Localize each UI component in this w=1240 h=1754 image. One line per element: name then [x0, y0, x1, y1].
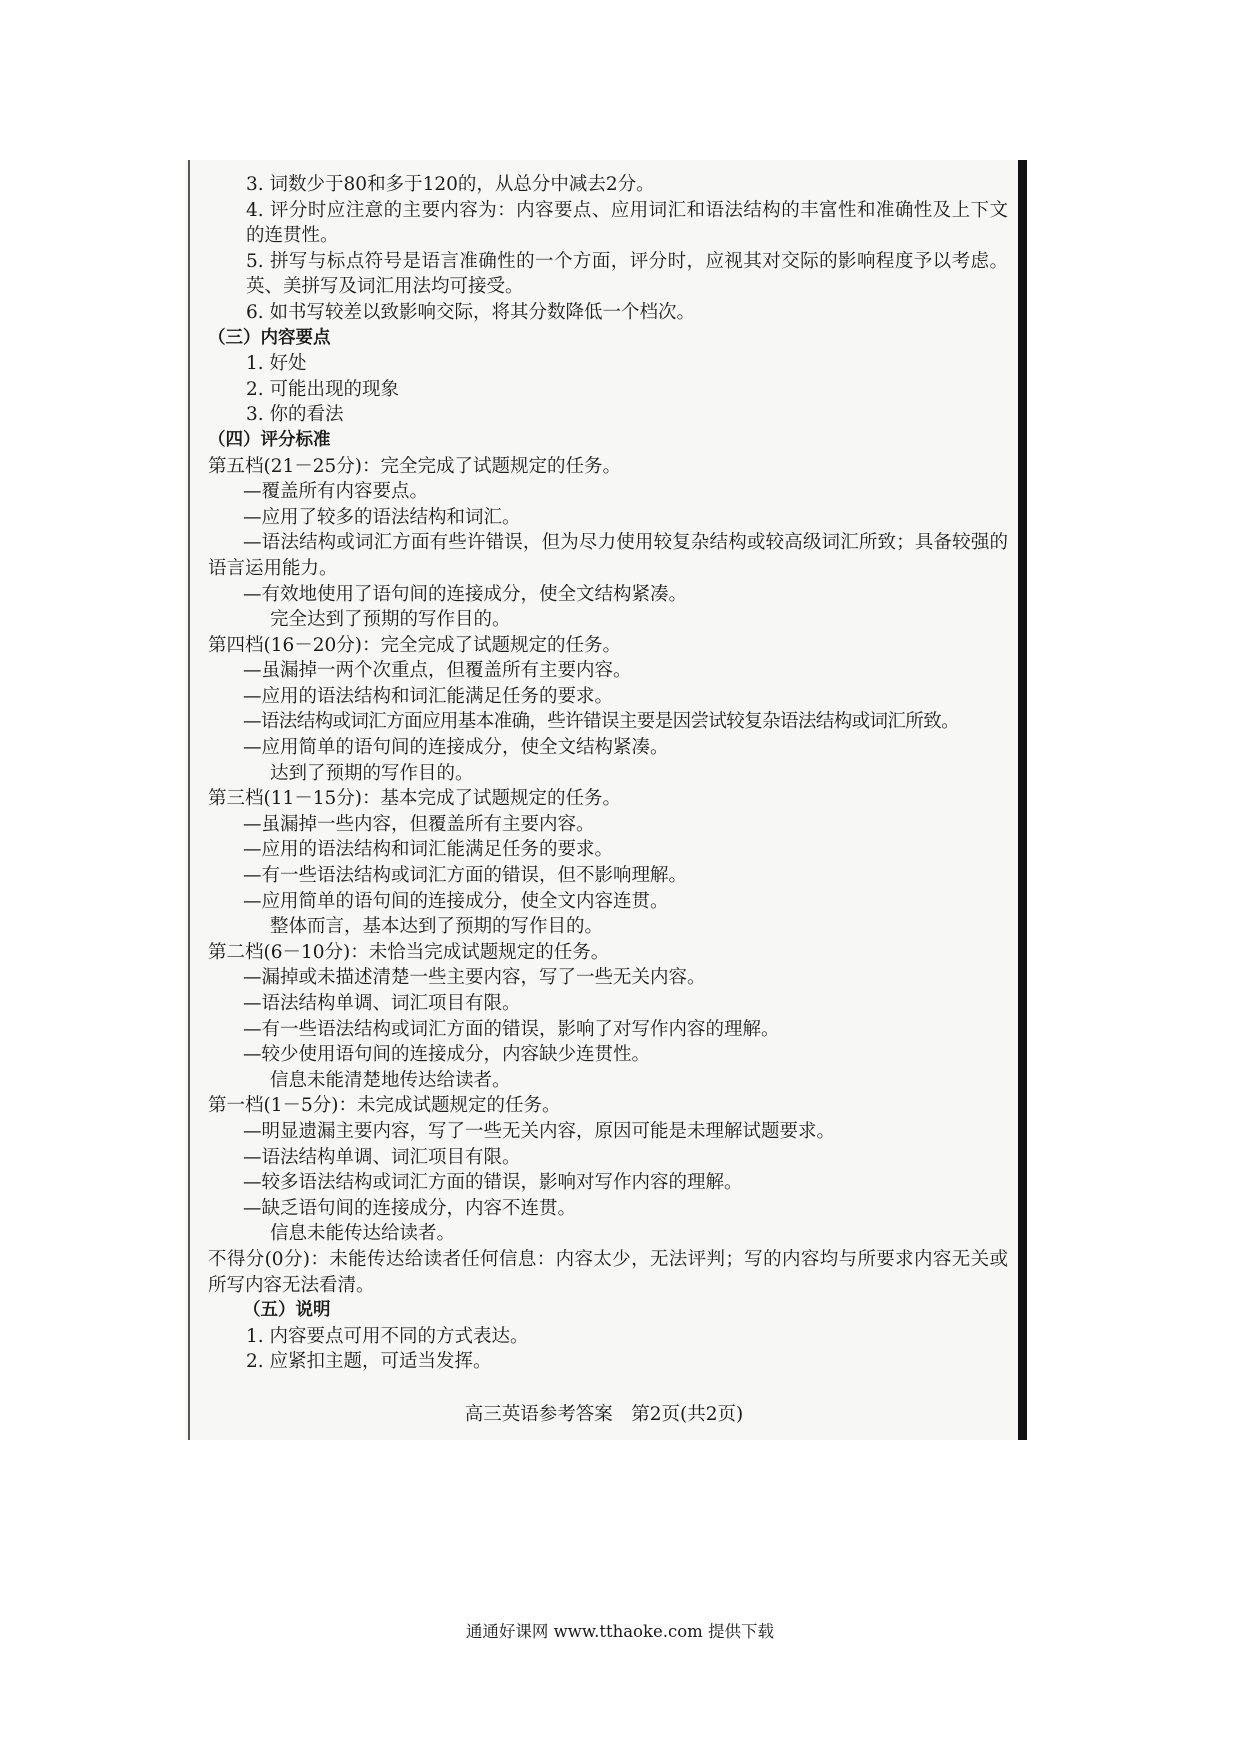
- grade-2-point: —有一些语法结构或词汇方面的错误，影响了对写作内容的理解。: [243, 1018, 780, 1040]
- grade-3-title: 第三档(11－15分)：基本完成了试题规定的任务。: [208, 788, 622, 810]
- grade-2-point: —较少使用语句间的连接成分，内容缺少连贯性。: [243, 1044, 651, 1066]
- section-5-heading: （五）说明: [243, 1300, 331, 1321]
- section-3-heading: （三）内容要点: [208, 327, 331, 348]
- grade-2-summary: 信息未能清楚地传达给读者。: [270, 1069, 511, 1091]
- grade-2-title: 第二档(6－10分)：未恰当完成试题规定的任务。: [208, 941, 610, 963]
- grade-4-title: 第四档(16－20分)：完全完成了试题规定的任务。: [208, 634, 622, 656]
- grade-3-point: —虽漏掉一些内容，但覆盖所有主要内容。: [243, 813, 595, 835]
- grade-5-summary: 完全达到了预期的写作目的。: [270, 609, 511, 631]
- grade-4-point: —语法结构或词汇方面应用基本准确，些许错误主要是因尝试较复杂语法结构或词汇所致。: [243, 711, 960, 733]
- zero-grade-note: 不得分(0分)：未能传达给读者任何信息：内容太少，无法评判；写的内容均与所要求内容无关或所写内容无法看清。: [208, 1248, 1008, 1296]
- grade-1-point: —明显遗漏主要内容，写了一些无关内容，原因可能是未理解试题要求。: [243, 1120, 836, 1142]
- grade-3-point: —有一些语法结构或词汇方面的错误，但不影响理解。: [243, 865, 688, 887]
- grade-3-summary: 整体而言，基本达到了预期的写作目的。: [270, 916, 604, 938]
- note-item-2: 2. 应紧扣主题，可适当发挥。: [246, 1351, 492, 1373]
- grade-5-point: —语法结构或词汇方面有些许错误，但为尽力使用较复杂结构或较高级词汇所致；具备较强的语言运用能力。: [208, 532, 1008, 579]
- grade-4-point: —应用的语法结构和词汇能满足任务的要求。: [243, 685, 614, 707]
- grade-3-point: —应用简单的语句间的连接成分，使全文内容连贯。: [243, 890, 669, 912]
- grade-1-title: 第一档(1－5分)：未完成试题规定的任务。: [208, 1095, 561, 1117]
- grade-1-point: —较多语法结构或词汇方面的错误，影响对写作内容的理解。: [243, 1172, 743, 1194]
- content-point-2: 2. 可能出现的现象: [246, 378, 400, 400]
- site-footer: 通通好课网 www.tthaoke.com 提供下载: [465, 1622, 775, 1641]
- content-point-1: 1. 好处: [246, 353, 307, 375]
- page-left-border: [188, 160, 190, 1440]
- document-body: [208, 172, 1008, 1375]
- grade-2-point: —漏掉或未描述清楚一些主要内容，写了一些无关内容。: [243, 967, 706, 989]
- grade-2-point: —语法结构单调、词汇项目有限。: [243, 993, 521, 1014]
- grade-5-title: 第五档(21－25分)：完全完成了试题规定的任务。: [208, 455, 622, 477]
- section-4-heading: （四）评分标准: [208, 429, 331, 450]
- page-right-border: [1018, 160, 1027, 1440]
- grade-5-point: —应用了较多的语法结构和词汇。: [243, 506, 521, 528]
- grade-5-point: —有效地使用了语句间的连接成分，使全文结构紧凑。: [243, 583, 688, 605]
- rule-3: 3. 词数少于80和多于120的，从总分中减去2分。: [246, 174, 655, 195]
- content-point-3: 3. 你的看法: [246, 404, 344, 426]
- grade-1-point: —语法结构单调、词汇项目有限。: [243, 1146, 521, 1168]
- page-footer: 高三英语参考答案 第2页(共2页): [464, 1404, 744, 1425]
- grade-4-point: —虽漏掉一两个次重点，但覆盖所有主要内容。: [243, 660, 632, 682]
- grade-1-point: —缺乏语句间的连接成分，内容不连贯。: [243, 1197, 577, 1219]
- grade-1-summary: 信息未能传达给读者。: [270, 1223, 456, 1245]
- grade-4-point: —应用简单的语句间的连接成分，使全文结构紧凑。: [243, 737, 669, 759]
- grade-3-point: —应用的语法结构和词汇能满足任务的要求。: [243, 839, 614, 861]
- grade-5-point: —覆盖所有内容要点。: [243, 481, 429, 503]
- rule-6: 6. 如书写较差以致影响交际，将其分数降低一个档次。: [246, 301, 696, 323]
- note-item-1: 1. 内容要点可用不同的方式表达。: [246, 1325, 529, 1347]
- rule-4: 4. 评分时应注意的主要内容为：内容要点、应用词汇和语法结构的丰富性和准确性及上下文的连贯性。: [246, 199, 1008, 247]
- rule-5: 5. 拼写与标点符号是语言准确性的一个方面，评分时，应视其对交际的影响程度予以考虑。英、美拼写及词汇用法均可接受。: [246, 250, 1008, 298]
- grade-4-summary: 达到了预期的写作目的。: [270, 762, 474, 784]
